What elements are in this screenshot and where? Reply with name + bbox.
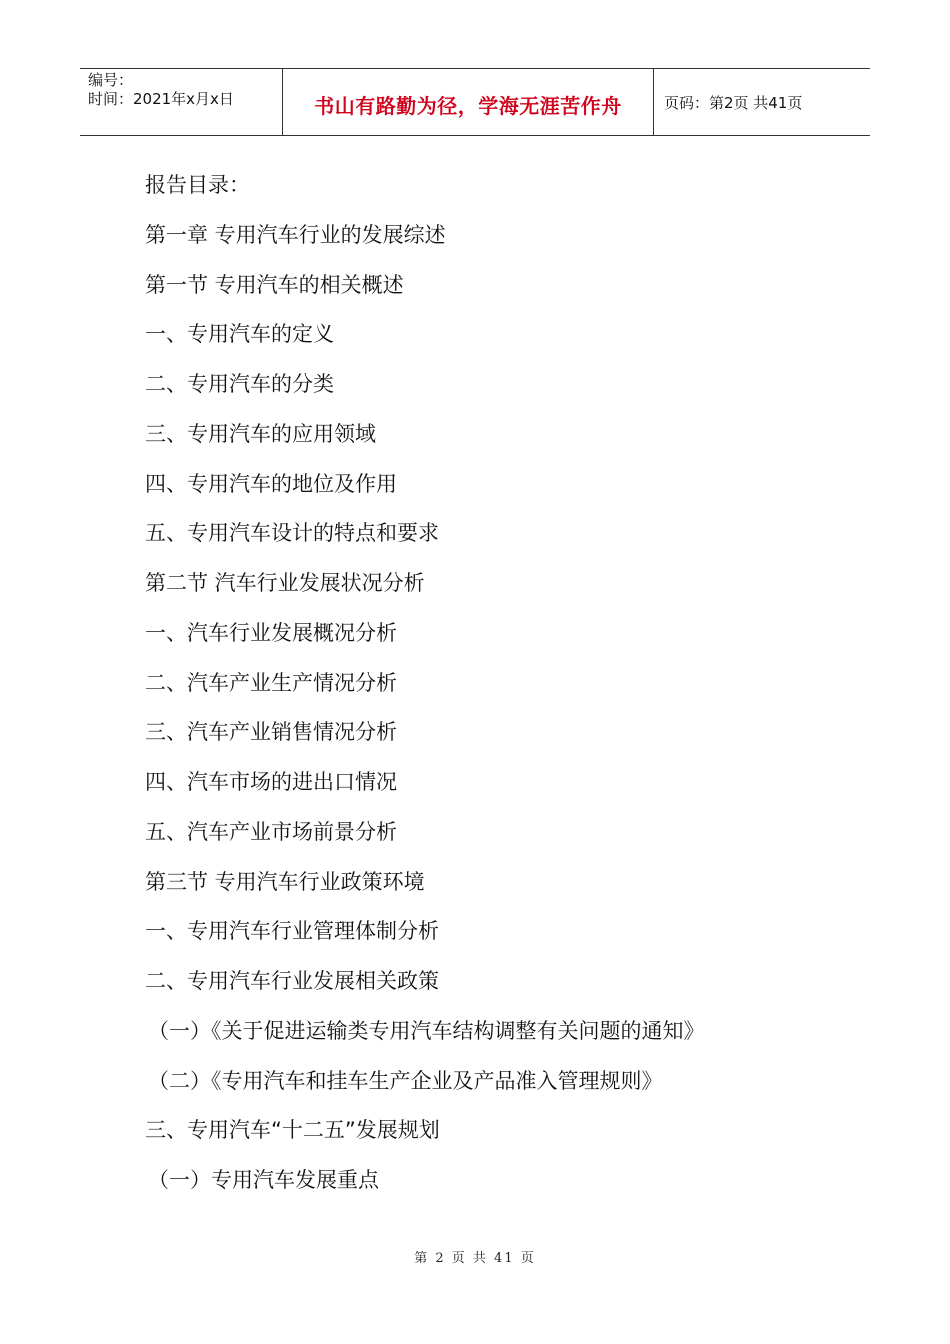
- toc-entry: 五、汽车产业市场前景分析: [145, 820, 397, 844]
- toc-heading: 报告目录：: [145, 173, 250, 197]
- toc-entry: 一、专用汽车行业管理体制分析: [145, 919, 439, 943]
- toc-entry: 三、汽车产业销售情况分析: [145, 720, 397, 744]
- toc-entry: 四、专用汽车的地位及作用: [145, 472, 397, 496]
- page-header: [80, 68, 870, 136]
- header-page-cell: [654, 69, 870, 135]
- header-motto-cell: [282, 69, 654, 135]
- document-date-label: 时间：2021年x月x日: [88, 90, 234, 108]
- toc-entry: 一、汽车行业发展概况分析: [145, 621, 397, 645]
- toc-entry: 五、专用汽车设计的特点和要求: [145, 521, 439, 545]
- toc-entry: 二、汽车产业生产情况分析: [145, 671, 397, 695]
- document-number-label: 编号：: [88, 71, 134, 89]
- toc-entry: 三、专用汽车的应用领域: [145, 422, 376, 446]
- toc-entry: 一、专用汽车的定义: [145, 322, 334, 346]
- toc-entry: 三、专用汽车“十二五”发展规划: [145, 1118, 440, 1142]
- header-meta-cell: [80, 69, 282, 135]
- toc-entry: 第一节 专用汽车的相关概述: [145, 273, 404, 297]
- toc-entry: 四、汽车市场的进出口情况: [145, 770, 397, 794]
- header-page-info: 页码：第2页 共41页: [664, 93, 803, 112]
- page-footer: 第 2 页 共 41 页: [414, 1251, 536, 1266]
- toc-entry: （二）《专用汽车和挂车生产企业及产品准入管理规则》: [148, 1069, 663, 1093]
- toc-entry: （一）专用汽车发展重点: [148, 1168, 379, 1192]
- toc-entry: 第二节 汽车行业发展状况分析: [145, 571, 425, 595]
- toc-entry: 第三节 专用汽车行业政策环境: [145, 870, 425, 894]
- header-motto: 书山有路勤为径，学海无涯苦作舟: [314, 93, 622, 118]
- toc-entry: 二、专用汽车的分类: [145, 372, 334, 396]
- toc-entry: （一）《关于促进运输类专用汽车结构调整有关问题的通知》: [148, 1019, 705, 1043]
- toc-entry: 二、专用汽车行业发展相关政策: [145, 969, 439, 993]
- toc-entry: 第一章 专用汽车行业的发展综述: [145, 223, 446, 247]
